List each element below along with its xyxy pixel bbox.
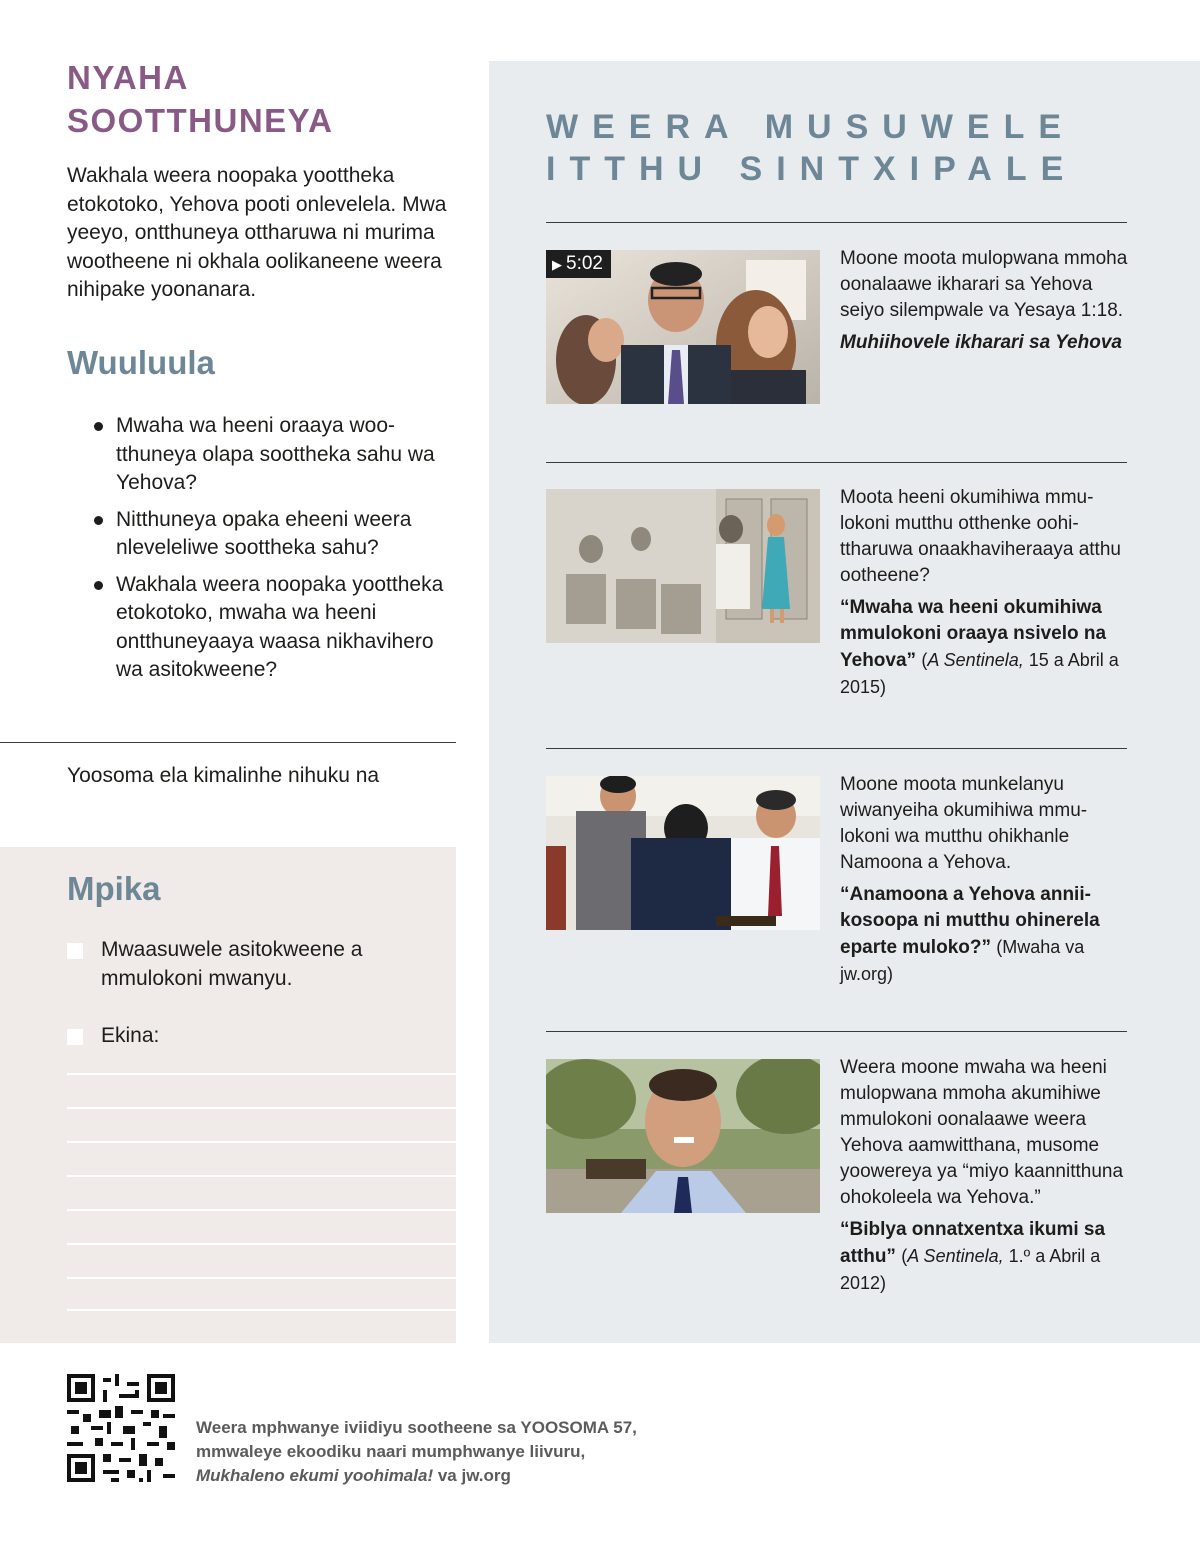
video-thumbnail[interactable] <box>546 250 820 404</box>
write-line[interactable] <box>67 1141 456 1143</box>
section-divider <box>0 742 456 743</box>
summary-title-line2: SOOTTHUNEYA <box>67 102 334 139</box>
item-reference[interactable] <box>840 882 1130 988</box>
item-reference-source: (Mwaha va jw.org) <box>840 937 1085 984</box>
article-illustration <box>546 489 820 643</box>
goal-item-label: Mwaasuwele asitokweene a mmulokoni mwanyu. <box>101 938 363 990</box>
article-photo <box>546 1059 820 1213</box>
explore-item <box>840 1055 1130 1297</box>
goal-title: Mpika <box>67 870 161 907</box>
item-description: Weera moone mwaha wa heeni mulopwana mmoha akumihiwe mmulokoni oonalaawe weera Yehova aamwitthana, musome yoowereya ya “miyo kaannitthuna ohokoleela wa Yehova.” <box>840 1057 1124 1208</box>
write-line[interactable] <box>67 1209 456 1211</box>
item-divider <box>546 748 1127 749</box>
checkbox[interactable] <box>67 1029 83 1045</box>
write-line[interactable] <box>67 1175 456 1177</box>
article-photo <box>546 776 820 930</box>
item-reference-title[interactable]: “Anamoona a Yehova anniikosoopa ni mutthu ohinerela eparte muloko?” <box>840 884 1100 958</box>
footer-line2: mmwaleye ekoodiku naari mumphwanye liivuru, <box>196 1442 586 1461</box>
item-reference-source: (A Sentinela, 1.º a Abril a 2012) <box>840 1246 1101 1293</box>
write-line[interactable] <box>67 1277 456 1279</box>
item-reference-source: (A Sentinela, 15 a Abril a 2015) <box>840 650 1119 697</box>
explore-title <box>546 106 1106 190</box>
publication-date: 1.º a Abril a 2012) <box>840 1246 1101 1293</box>
item-reference-title[interactable]: Muhiihovele ikharari sa Yehova <box>840 332 1122 353</box>
publication-name: A Sentinela, <box>907 1246 1004 1266</box>
explore-item <box>840 772 1130 988</box>
qr-code[interactable] <box>67 1374 175 1482</box>
footer-line1: Weera mphwanye iviidiyu sootheene sa YOOSOMA 57, <box>196 1418 637 1437</box>
review-question-list <box>92 412 452 693</box>
item-reference-title[interactable]: “Mwaha wa heeni okumihiwa mmulokoni oraaya nsivelo na Yehova” <box>840 597 1107 671</box>
summary-title <box>67 56 467 142</box>
write-line[interactable] <box>67 1309 456 1311</box>
item-reference-title[interactable]: “Biblya onnatxentxa ikumi sa atthu” <box>840 1219 1106 1267</box>
item-reference[interactable] <box>840 595 1130 701</box>
explore-title-line1: WEERA MUSUWELE <box>546 108 1076 146</box>
explore-item <box>840 485 1130 701</box>
publication-name: A Sentinela, <box>927 650 1024 670</box>
goal-box <box>0 847 456 1343</box>
explore-item <box>840 246 1130 356</box>
checkbox[interactable] <box>67 943 83 959</box>
reading-completed-line: Yoosoma ela kimalinhe nihuku na <box>67 764 380 787</box>
play-icon: ▶ <box>552 257 562 272</box>
footer-line3: va jw.org <box>433 1466 511 1485</box>
footer-note <box>196 1416 716 1488</box>
explore-title-line2: ITTHU SINTXIPALE <box>546 150 1078 188</box>
summary-title-line1: NYAHA <box>67 59 189 96</box>
review-question: Nitthuneya opaka eheeni weera nleveleliwe soottheka sahu? <box>92 506 452 563</box>
goal-item-other[interactable] <box>67 1022 401 1051</box>
video-duration-badge <box>546 250 611 278</box>
item-description: Moone moota mulopwana mmoha oonalaawe ikharari sa Yehova seiyo silempwale va Yesaya 1:18. <box>840 248 1128 321</box>
write-line[interactable] <box>67 1107 456 1109</box>
video-duration: 5:02 <box>566 253 603 274</box>
item-divider <box>546 462 1127 463</box>
item-reference[interactable] <box>840 330 1130 356</box>
summary-text: Wakhala weera noopaka yoottheka etokotoko, Yehova pooti onlevelela. Mwa yeeyo, ontthuneya ottharuwa ni murima wootheene ni okhala oolikaneene weera nihipake yoonanara. <box>67 164 447 301</box>
item-divider <box>546 1031 1127 1032</box>
item-description: Moota heeni okumihiwa mmulokoni mutthu otthenke oohittharuwa onaakhaviheraaya atthu ootheene? <box>840 487 1121 586</box>
item-reference[interactable] <box>840 1217 1130 1297</box>
goal-item[interactable] <box>67 936 401 993</box>
review-title: Wuuluula <box>67 344 215 381</box>
book-title[interactable]: Mukhaleno ekumi yoohimala! <box>196 1466 434 1485</box>
item-divider <box>546 222 1127 223</box>
goal-item-label: Ekina: <box>101 1024 160 1047</box>
write-line[interactable] <box>67 1243 456 1245</box>
review-question: Mwaha wa heeni oraaya wootthuneya olapa soottheka sahu wa Yehova? <box>92 412 452 498</box>
review-question: Wakhala weera noopaka yoottheka etokotoko, mwaha wa heeni ontthuneyaaya waasa nikhavihero wa asitokweene? <box>92 571 452 685</box>
write-line[interactable] <box>67 1073 456 1075</box>
item-description: Moone moota munkelanyu wiwanyeiha okumihiwa mmulokoni wa mutthu ohikhanle Namoona a Yehova. <box>840 774 1088 873</box>
publication-date: 15 a Abril a 2015) <box>840 650 1119 697</box>
